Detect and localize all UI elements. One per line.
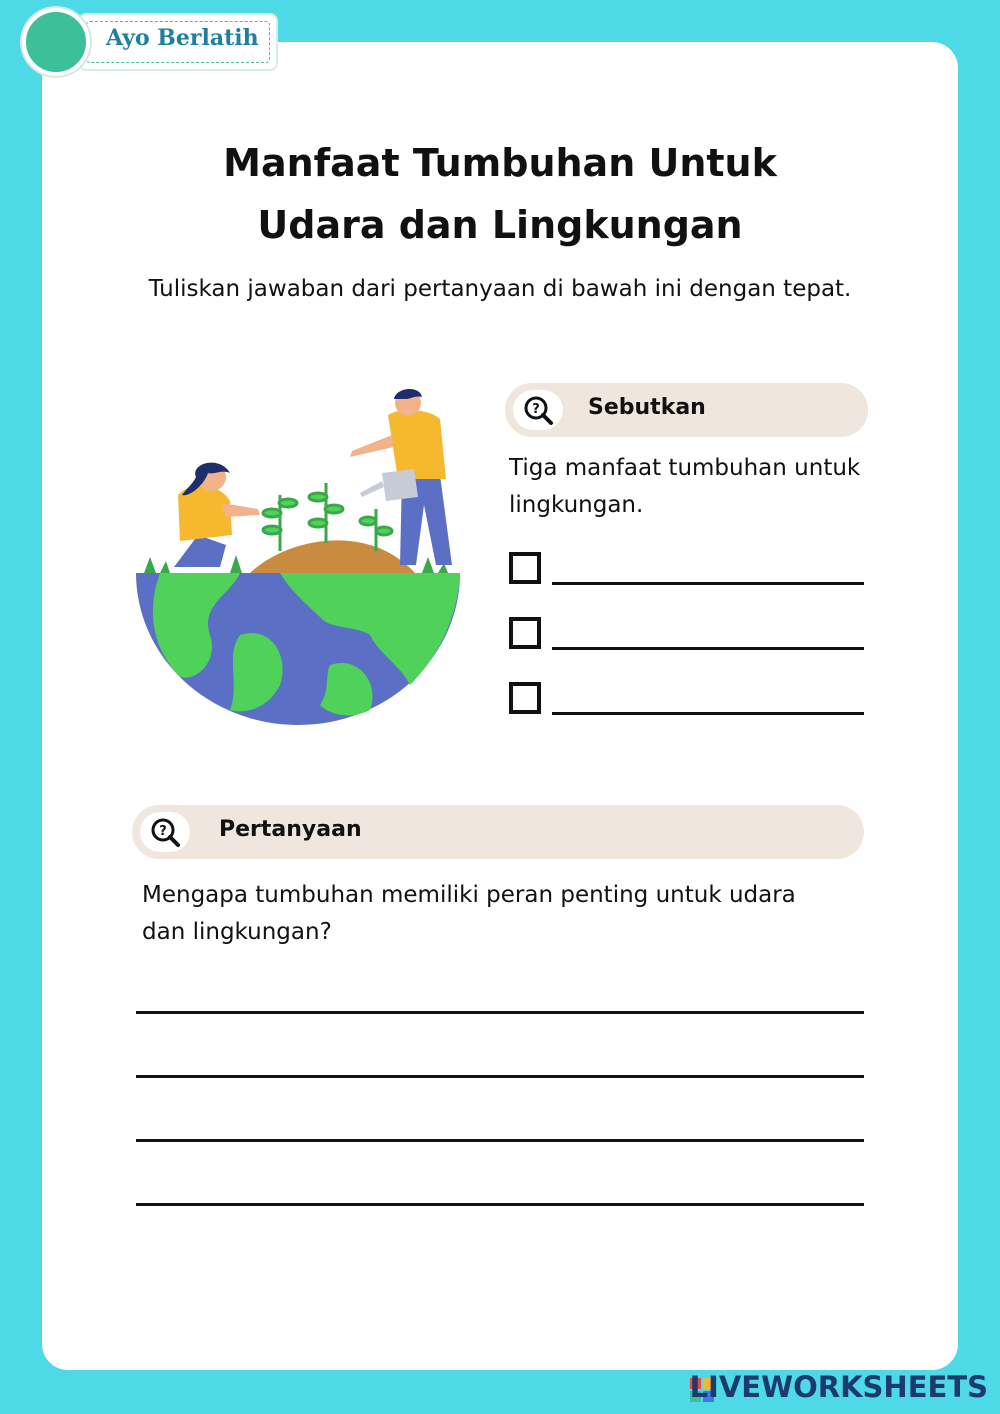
- svg-text:?: ?: [532, 402, 540, 417]
- pertanyaan-question-line-2: dan lingkungan?: [142, 919, 332, 945]
- badge-circle-icon: [22, 8, 90, 76]
- essay-answer-line-1[interactable]: [136, 1011, 864, 1014]
- magnifier-question-icon: [140, 812, 190, 852]
- answer-checkbox-2[interactable]: [509, 617, 541, 649]
- page-title: [0, 132, 1000, 256]
- sebutkan-label: Sebutkan: [588, 395, 706, 420]
- magnifier-question-icon: [513, 390, 563, 430]
- svg-text:?: ?: [159, 824, 167, 839]
- sebutkan-header: [505, 383, 868, 437]
- title-line-1: Manfaat Tumbuhan Untuk: [223, 141, 777, 185]
- answer-checkbox-3[interactable]: [509, 682, 541, 714]
- icon-bubble: [140, 812, 190, 852]
- essay-answer-line-2[interactable]: [136, 1075, 864, 1078]
- essay-answer-line-4[interactable]: [136, 1203, 864, 1206]
- instruction-text: Tuliskan jawaban dari pertanyaan di bawah ini dengan tepat.: [148, 276, 852, 302]
- title-line-2: Udara dan Lingkungan: [257, 203, 743, 247]
- pertanyaan-question-line-1: Mengapa tumbuhan memiliki peran penting untuk udara: [142, 882, 796, 908]
- answer-line-2[interactable]: [552, 647, 864, 650]
- answer-line-3[interactable]: [552, 712, 864, 715]
- pertanyaan-question: [142, 877, 796, 951]
- earth-planting-illustration: [130, 385, 470, 735]
- answer-line-1[interactable]: [552, 582, 864, 585]
- pertanyaan-header: [132, 805, 864, 859]
- sebutkan-prompt-line-1: Tiga manfaat tumbuhan untuk: [509, 455, 861, 481]
- sebutkan-prompt-line-2: lingkungan.: [509, 492, 644, 518]
- footer-brand: LIVEWORKSHEETS: [689, 1370, 988, 1404]
- badge-label: Ayo Berlatih: [106, 25, 259, 51]
- sebutkan-prompt: [509, 450, 860, 524]
- pertanyaan-label: Pertanyaan: [219, 817, 362, 842]
- essay-answer-line-3[interactable]: [136, 1139, 864, 1142]
- icon-bubble: [513, 390, 563, 430]
- answer-checkbox-1[interactable]: [509, 552, 541, 584]
